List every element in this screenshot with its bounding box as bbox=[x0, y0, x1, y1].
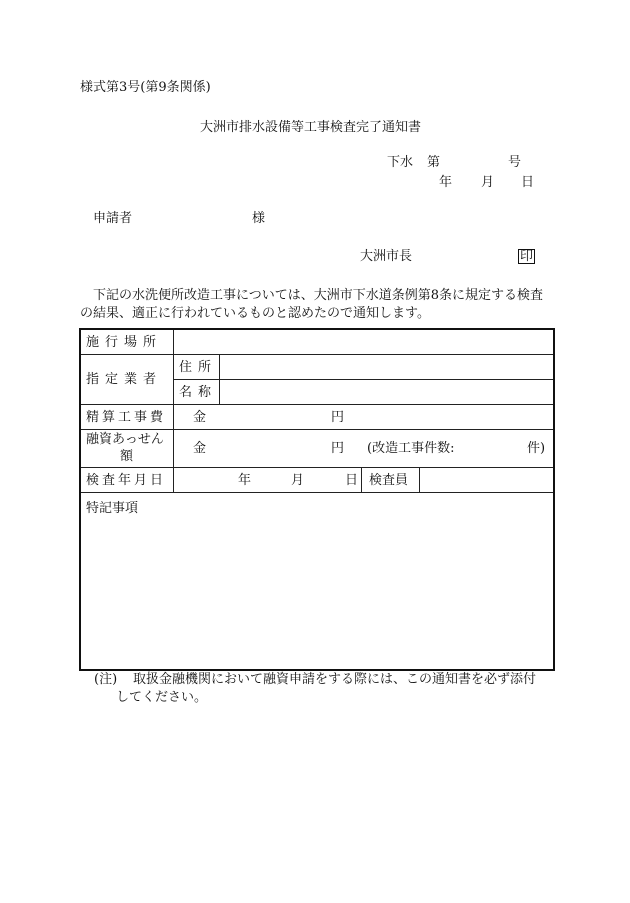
count-unit: 件) bbox=[527, 441, 546, 456]
label-name: 名称 bbox=[179, 385, 218, 400]
date-year: 年 bbox=[439, 175, 453, 190]
inspection-table bbox=[79, 328, 555, 671]
label-inspect-date: 検査年月日 bbox=[86, 473, 167, 488]
doc-number-dai: 第 bbox=[427, 155, 441, 170]
seal-mark: 印 bbox=[520, 249, 534, 264]
label-cost: 精算工事費 bbox=[86, 410, 167, 425]
form-number: 様式第3号(第9条関係) bbox=[80, 80, 211, 95]
label-contractor: 指定業者 bbox=[86, 372, 163, 387]
label-loan-2: 額 bbox=[120, 449, 134, 464]
note-line-2: してください。 bbox=[116, 690, 208, 705]
doc-number-go: 号 bbox=[508, 155, 522, 170]
inspect-month: 月 bbox=[291, 473, 305, 488]
applicant-honorific: 様 bbox=[252, 211, 266, 226]
label-remarks: 特記事項 bbox=[86, 501, 139, 516]
count-label: (改造工事件数: bbox=[367, 441, 455, 456]
note-line-1: 取扱金融機関において融資申請をする際には、この通知書を必ず添付 bbox=[133, 672, 537, 687]
issuer-name: 大洲市長 bbox=[360, 249, 413, 264]
label-address: 住所 bbox=[179, 360, 218, 375]
note-label: (注) bbox=[94, 672, 118, 687]
cost-yen: 円 bbox=[331, 410, 345, 425]
loan-yen: 円 bbox=[331, 441, 345, 456]
label-site: 施行場所 bbox=[86, 335, 163, 350]
label-loan-1: 融資あっせん bbox=[86, 432, 164, 447]
loan-kin: 金 bbox=[193, 441, 207, 456]
inspect-day: 日 bbox=[345, 473, 359, 488]
doc-number-prefix: 下水 bbox=[387, 155, 414, 170]
applicant-label: 申請者 bbox=[93, 211, 133, 226]
cost-kin: 金 bbox=[193, 410, 207, 425]
body-line-2: の結果、適正に行われているものと認めたので通知します。 bbox=[80, 306, 430, 321]
body-line-1: 下記の水洗便所改造工事については、大洲市下水道条例第8条に規定する検査 bbox=[93, 288, 544, 303]
inspect-year: 年 bbox=[238, 473, 252, 488]
date-day: 日 bbox=[521, 175, 535, 190]
label-inspector: 検査員 bbox=[369, 473, 409, 488]
document-title: 大洲市排水設備等工事検査完了通知書 bbox=[200, 120, 422, 135]
date-month: 月 bbox=[481, 175, 495, 190]
